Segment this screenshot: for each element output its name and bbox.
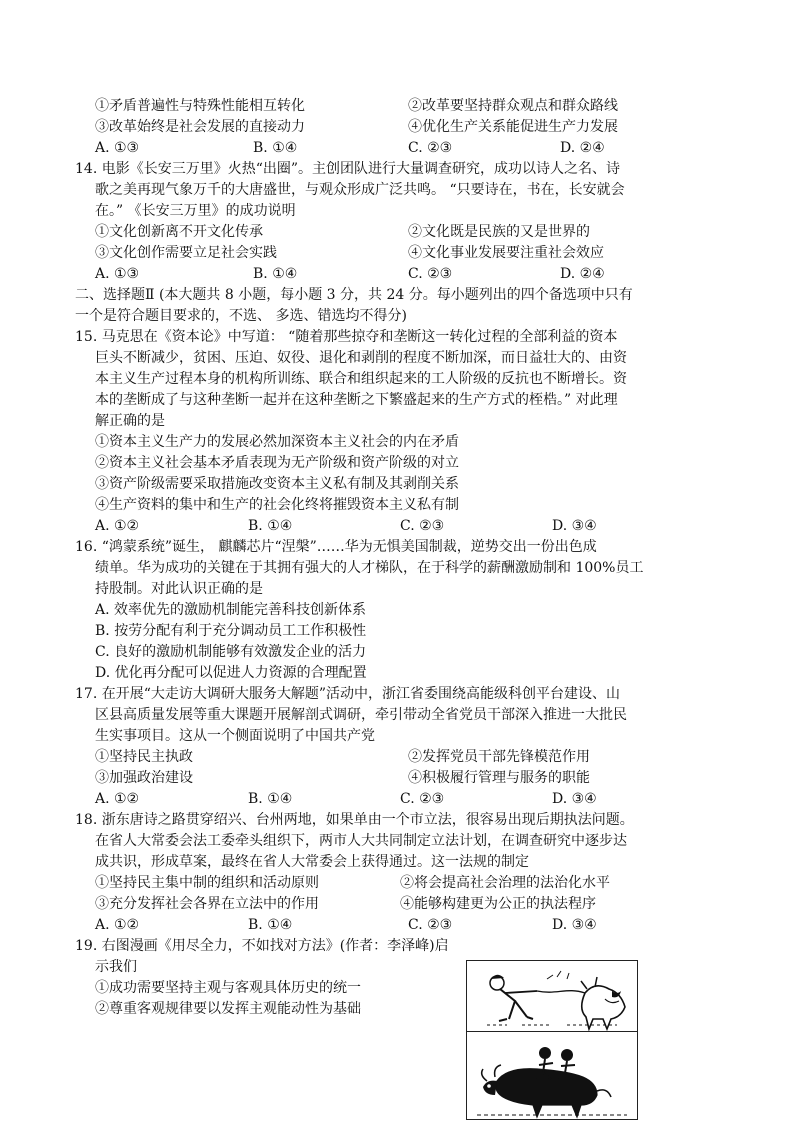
q17-statement-1: ①坚持民主执政 bbox=[95, 749, 193, 765]
q17-statement-4: ④积极履行管理与服务的职能 bbox=[408, 770, 590, 786]
q16-stem-line-3: 持股制。对此认识正确的是 bbox=[95, 581, 263, 597]
q15-option-b: B. ①④ bbox=[248, 518, 293, 534]
q17-statement-2: ②发挥党员干部先锋模范作用 bbox=[408, 749, 590, 765]
q13-option-c: C. ②③ bbox=[408, 140, 453, 156]
q15-statement-2: ②资本主义社会基本矛盾表现为无产阶级和资产阶级的对立 bbox=[95, 455, 459, 471]
q14-option-a: A. ①③ bbox=[95, 266, 140, 282]
q18-statement-3: ③充分发挥社会各界在立法中的作用 bbox=[95, 896, 319, 912]
q14-statement-2: ②文化既是民族的又是世界的 bbox=[408, 224, 590, 240]
q16-option-a: A. 效率优先的激励机制能完善科技创新体系 bbox=[95, 602, 367, 618]
cartoon-panel-bottom bbox=[467, 1039, 637, 1119]
q18-option-b: B. ①④ bbox=[248, 917, 293, 933]
q14-statement-1: ①文化创新离不开文化传承 bbox=[95, 224, 263, 240]
q18-statement-2: ②将会提高社会治理的法治化水平 bbox=[400, 875, 610, 891]
q13-statement-3: ③改革始终是社会发展的直接动力 bbox=[95, 119, 305, 135]
man-pulling-ox-drawing bbox=[467, 961, 637, 1031]
q14-stem-line-2: 歌之美再现气象万千的大唐盛世，与观众形成广泛共鸣。 “只要诗在，书在，长安就会 bbox=[95, 182, 625, 198]
q18-option-c: C. ②③ bbox=[408, 917, 453, 933]
q15-option-c: C. ②③ bbox=[400, 518, 445, 534]
q16-stem-line-1: 16. “鸿蒙系统”诞生， 麒麟芯片“涅槃”……华为无惧美国制裁，逆势交出一份出色成 bbox=[75, 539, 597, 555]
q13-option-a: A. ①③ bbox=[95, 140, 140, 156]
q14-option-c: C. ②③ bbox=[408, 266, 453, 282]
q14-stem-line-3: 在。” 《长安三万里》的成功说明 bbox=[95, 203, 296, 219]
q17-stem-line-1: 17. 在开展“大走访大调研大服务大解题”活动中，浙江省委围绕高能级科创平台建设、山 bbox=[75, 686, 621, 702]
q16-option-b: B. 按劳分配有利于充分调动员工工作积极性 bbox=[95, 623, 367, 639]
q19-stem-line-2: 示我们 bbox=[95, 959, 137, 975]
cartoon-panel-top bbox=[467, 961, 637, 1032]
q18-stem-line-3: 成共识，形成草案，最终在省人大常委会上获得通过。这一法规的制定 bbox=[95, 854, 529, 870]
q18-stem-line-2: 在省人大常委会法工委牵头组织下，两市人大共同制定立法计划，在调查研究中逐步达 bbox=[95, 833, 627, 849]
q18-statement-4: ④能够构建更为公正的执法程序 bbox=[400, 896, 596, 912]
q19-statement-1: ①成功需要坚持主观与客观具体历史的统一 bbox=[95, 980, 361, 996]
q16-option-c: C. 良好的激励机制能够有效激发企业的活力 bbox=[95, 644, 367, 660]
q15-stem-line-4: 本的垄断成了与这种垄断一起并在这种垄断之下繁盛起来的生产方式的桎梏。” 对此理 bbox=[95, 392, 618, 408]
q17-option-d: D. ③④ bbox=[552, 791, 597, 807]
q13-option-b: B. ①④ bbox=[253, 140, 298, 156]
q18-statement-1: ①坚持民主集中制的组织和活动原则 bbox=[95, 875, 319, 891]
q18-option-d: D. ③④ bbox=[552, 917, 597, 933]
q14-option-d: D. ②④ bbox=[560, 266, 605, 282]
q16-option-d: D. 优化再分配可以促进人力资源的合理配置 bbox=[95, 665, 367, 681]
q13-statement-4: ④优化生产关系能促进生产力发展 bbox=[408, 119, 618, 135]
q14-statement-3: ③文化创作需要立足社会实践 bbox=[95, 245, 277, 261]
q13-option-d: D. ②④ bbox=[560, 140, 605, 156]
q15-stem-line-3: 本主义生产过程本身的机构所训练、联合和组织起来的工人阶级的反抗也不断增长。资 bbox=[95, 371, 627, 387]
q17-stem-line-3: 生实事项目。这从一个侧面说明了中国共产党 bbox=[95, 728, 375, 744]
q15-statement-4: ④生产资料的集中和生产的社会化终将摧毁资本主义私有制 bbox=[95, 497, 459, 513]
q15-stem-line-2: 巨头不断减少，贫困、压迫、奴役、退化和剥削的程度不断加深，而日益壮大的、由资 bbox=[95, 350, 627, 366]
q14-statement-4: ④文化事业发展要注重社会效应 bbox=[408, 245, 604, 261]
q18-stem-line-1: 18. 浙东唐诗之路贯穿绍兴、台州两地，如果单由一个市立法，很容易出现后期执法问题。 bbox=[75, 812, 634, 828]
section-2-heading-line-2: 一个是符合题目要求的，不选、 多选、错选均不得分) bbox=[75, 308, 407, 324]
q13-statement-1: ①矛盾普遍性与特殊性能相互转化 bbox=[95, 98, 305, 114]
q17-stem-line-2: 区县高质量发展等重大课题开展解剖式调研，牵引带动全省党员干部深入推进一大批民 bbox=[95, 707, 627, 723]
cartoon-illustration bbox=[466, 960, 638, 1120]
section-2-heading-line-1: 二、选择题Ⅱ (本大题共 8 小题，每小题 3 分，共 24 分。每小题列出的四个备选项中只有 bbox=[75, 287, 633, 303]
q14-stem-line-1: 14. 电影《长安三万里》火热“出圈”。主创团队进行大量调查研究，成功以诗人之名、诗 bbox=[75, 161, 621, 177]
q16-stem-line-2: 绩单。华为成功的关键在于其拥有强大的人才梯队，在于科学的薪酬激励制和 100%员工 bbox=[95, 560, 644, 576]
q18-option-a: A. ①② bbox=[95, 917, 140, 933]
q15-option-a: A. ①② bbox=[95, 518, 140, 534]
q14-option-b: B. ①④ bbox=[253, 266, 298, 282]
man-riding-ox-drawing bbox=[467, 1039, 637, 1119]
q15-statement-1: ①资本主义生产力的发展必然加深资本主义社会的内在矛盾 bbox=[95, 434, 459, 450]
q17-option-b: B. ①④ bbox=[248, 791, 293, 807]
q17-statement-3: ③加强政治建设 bbox=[95, 770, 193, 786]
q13-statement-2: ②改革要坚持群众观点和群众路线 bbox=[408, 98, 618, 114]
q15-option-d: D. ③④ bbox=[552, 518, 597, 534]
q19-stem-line-1: 19. 右图漫画《用尽全力，不如找对方法》(作者：李泽峰)启 bbox=[75, 938, 449, 954]
q15-stem-line-5: 解正确的是 bbox=[95, 413, 165, 429]
q15-statement-3: ③资产阶级需要采取措施改变资本主义私有制及其剥削关系 bbox=[95, 476, 459, 492]
q15-stem-line-1: 15. 马克思在《资本论》中写道： “随着那些掠夺和垄断这一转化过程的全部利益的资本 bbox=[75, 329, 618, 345]
q17-option-c: C. ②③ bbox=[400, 791, 445, 807]
q19-statement-2: ②尊重客观规律要以发挥主观能动性为基础 bbox=[95, 1001, 361, 1017]
q17-option-a: A. ①② bbox=[95, 791, 140, 807]
